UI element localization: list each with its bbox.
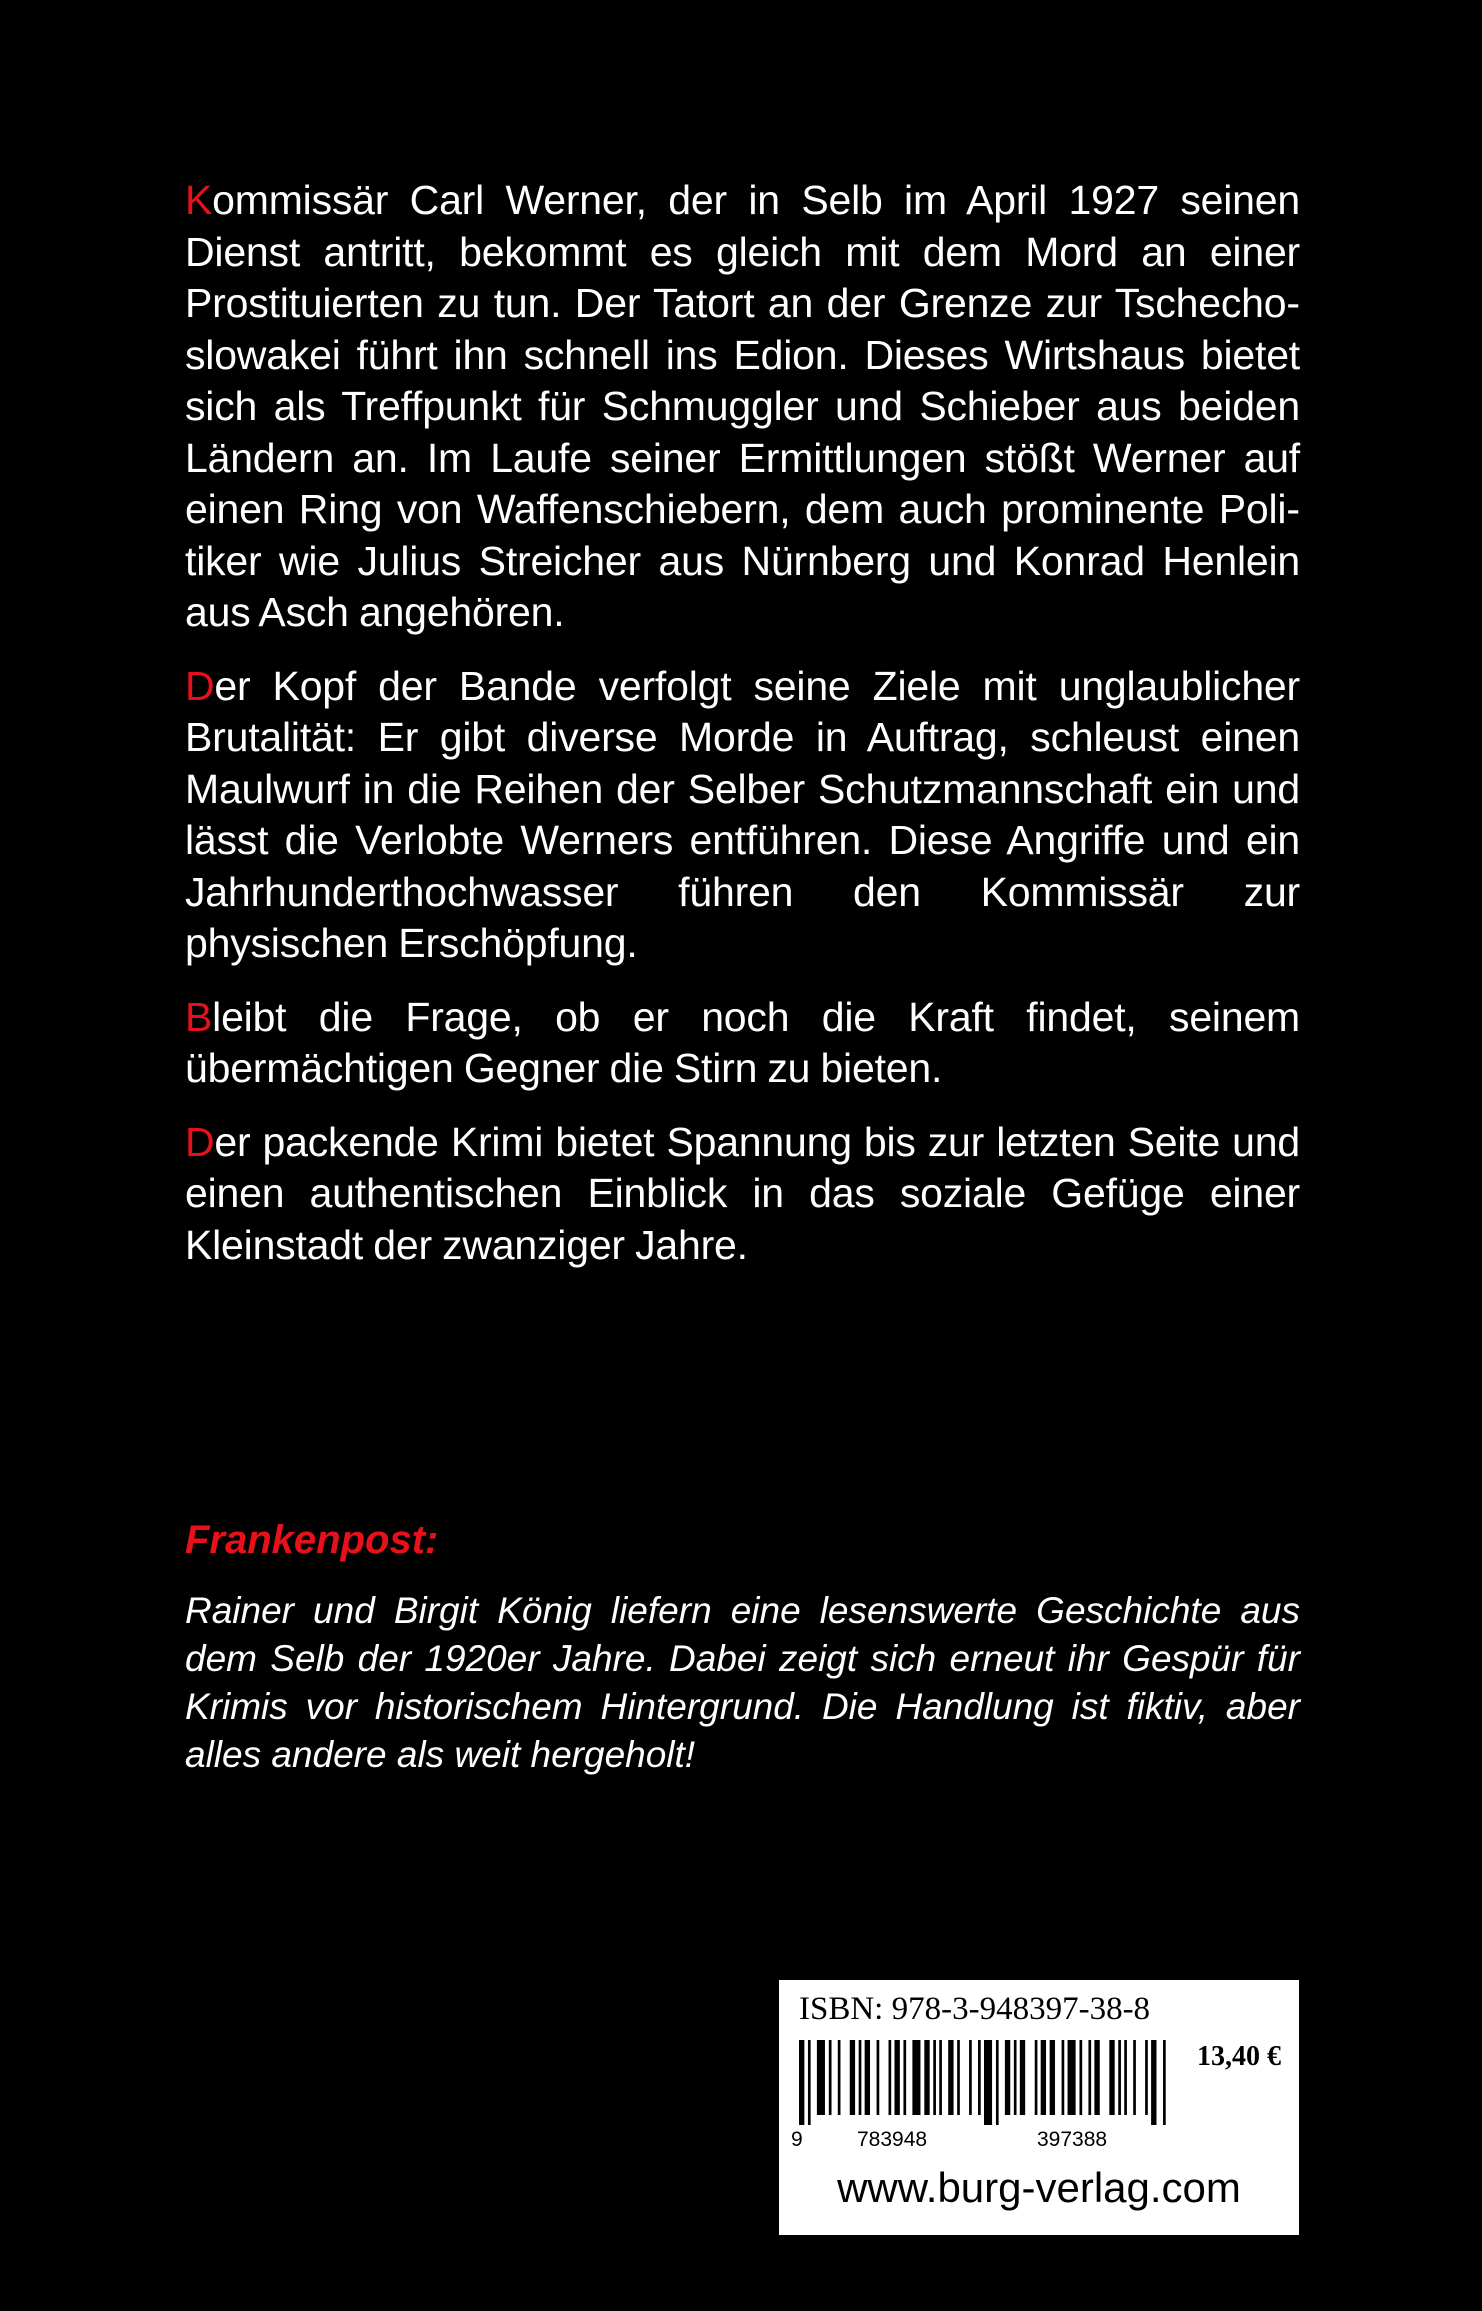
publisher-website: www.burg-verlag.com: [837, 2164, 1241, 2211]
barcode-digits-right: 397388: [1037, 2128, 1108, 2151]
blurb-paragraph-2: [185, 661, 1300, 970]
paragraph-text: leibt die Frage, ob er noch die Kraft findet, seinem übermächtigen Gegner die Stirn zu bieten.: [185, 993, 1300, 1091]
red-initial: D: [185, 662, 215, 709]
paragraph-text: ommissär Carl Werner, der in Selb im April 1927 seinen Dienst antritt, bekommt es gleich mit dem Mord an einer Prostituierten zu tun. Der Tatort an der Grenze zur Tschechoslowakei führt ihn schnell ins Edion. Dieses Wirtshaus bietet sich als Treffpunkt für Schmuggler und Schieber aus beiden Ländern an. Im Laufe seiner Ermittlungen stößt Werner auf einen Ring von Waffenschiebern, dem auch prominente Politiker wie Julius Streicher aus Nürnberg und Konrad Henlein aus Asch angehören.: [185, 177, 1300, 635]
barcode-box: [779, 1980, 1299, 2235]
red-initial: B: [185, 993, 213, 1040]
blurb: [185, 175, 1300, 1293]
review-source: Frankenpost:: [185, 1518, 439, 1562]
barcode-digits-left: 783948: [857, 2128, 928, 2151]
red-initial: D: [185, 1118, 215, 1165]
blurb-paragraph-4: [185, 1117, 1300, 1272]
blurb-paragraph-3: [185, 992, 1300, 1095]
red-initial: K: [185, 177, 213, 223]
price-label: 13,40 €: [1197, 2041, 1281, 2072]
paragraph-text: er packende Krimi bietet Spannung bis zur letzten Seite und einen authentischen Einblick in das soziale Gefüge einer Kleinstadt der zwanziger Jahre.: [185, 1118, 1300, 1268]
barcode-graphic: [799, 2040, 1169, 2125]
paragraph-text: er Kopf der Bande verfolgt seine Ziele mit unglaublicher Brutalität: Er gibt diverse Morde in Auftrag, schleust einen Maulwurf in die Reihen der Selber Schutzmannschaft ein und lässt die Verlobte Werners entführen. Diese Angriffe und ein Jahrhunderthochwasser führen den Kommissär zur physischen Erschöpfung.: [185, 662, 1300, 966]
isbn-label: ISBN: 978-3-948397-38-8: [799, 1991, 1151, 2027]
blurb-paragraph-1: [185, 175, 1300, 639]
press-review: [185, 1515, 1300, 1779]
review-quote: Rainer und Birgit König liefern eine lesenswerte Geschichte aus dem Selb der 1920er Jahre. Dabei zeigt sich erneut ihr Gespür für Krimis vor historischem Hintergrund. Die Handlung ist fiktiv, aber alles andere als weit hergeholt!: [185, 1590, 1300, 1775]
barcode-digit-first: 9: [791, 2128, 803, 2151]
